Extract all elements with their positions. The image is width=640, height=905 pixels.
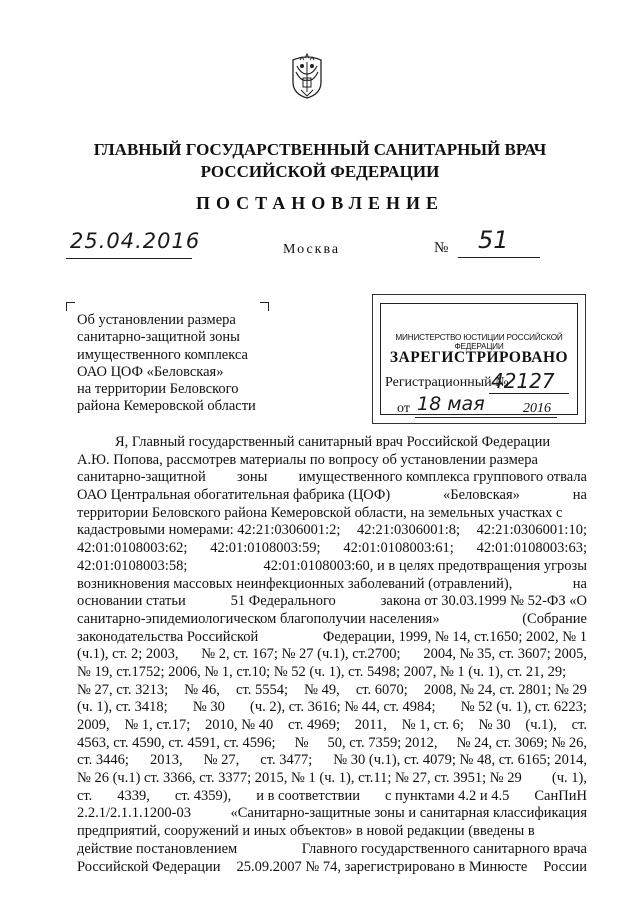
body-line-segment: с пунктами 4.2 и 4.5	[384, 787, 510, 804]
subject-line: Об установлении размера	[77, 312, 236, 328]
body-line-segment: имущественного комплекса группового отвала	[298, 469, 587, 486]
body-line-segment: Я, Главный государственный санитарный врач Российской Федерации	[115, 434, 551, 450]
body-line	[77, 629, 587, 647]
document-date-value: 25.04.2016	[70, 229, 201, 253]
body-line-segment: на	[572, 487, 587, 504]
body-line	[77, 735, 587, 753]
body-line-segment: 2004, № 35, ст. 3607; 2005,	[423, 646, 587, 663]
body-line-segment: Федерации, 1999, № 14, ст.1650; 2002, № 1	[322, 628, 587, 645]
body-line-segment: Главного государственного санитарного врача	[301, 840, 587, 857]
body-line	[77, 540, 587, 558]
body-line-segment: 2.2.1/2.1.1.1200-03	[77, 805, 191, 822]
document-type-title: ПОСТАНОВЛЕНИЕ	[195, 193, 445, 213]
body-line-segment: территории Беловского района Кемеровской области, на земельных участках с	[77, 504, 563, 521]
stamp-reg-date: 18 мая	[417, 393, 485, 415]
body-line-segment: 42:01:0108003:61;	[343, 540, 454, 557]
subject-line: санитарно-защитной зоны	[77, 329, 240, 346]
body-line-segment: 42:21:0306001:8;	[356, 522, 461, 539]
body-line-segment: 42:01:0108003:62;	[77, 540, 188, 557]
body-line	[77, 452, 587, 470]
body-line	[77, 522, 587, 540]
body-line-segment: №	[294, 734, 309, 751]
body-line	[77, 434, 587, 452]
body-line	[77, 593, 587, 611]
body-line-segment: ст.	[571, 717, 587, 733]
body-line-segment: возникновения массовых неинфекционных заболеваний (отравлений),	[77, 575, 513, 592]
body-line-segment: ст. 3477;	[260, 752, 313, 769]
body-line-segment: основании статьи	[77, 593, 186, 610]
body-line-segment: санитарно-защитной	[77, 469, 206, 486]
body-line-segment: ОАО Центральная обогатительная фабрика (ЦОФ)	[77, 487, 391, 504]
body-line	[77, 788, 587, 806]
body-line-segment: санитарно-эпидемиологическом благополучии населения»	[77, 610, 440, 627]
body-line-segment: ст. 4969;	[288, 717, 340, 733]
body-line-segment: предприятий, сооружений и иных объектов» в новой редакции (введены в	[77, 823, 535, 840]
body-line-segment: № 27, ст. 3213;	[77, 681, 169, 698]
body-line-segment: кадастровыми номерами: 42:21:0306001:2;	[77, 522, 341, 539]
stamp-reg-label: Регистрационный №	[385, 375, 509, 390]
body-line-segment: Российской Федерации	[77, 858, 221, 875]
body-line-segment: зоны	[237, 469, 268, 486]
body-line-segment: законодательства Российской	[77, 628, 259, 645]
body-line-segment: А.Ю. Попова, рассмотрев материалы по вопросу об установлении размера	[77, 451, 538, 468]
body-line-segment: и в соответствии	[256, 787, 360, 804]
body-line-segment: СанПиН	[534, 787, 587, 804]
body-line-segment: 2010, № 40	[205, 717, 274, 733]
body-line-segment: № 49,	[304, 681, 340, 698]
body-line-segment: 4339,	[117, 787, 150, 804]
document-date	[66, 229, 201, 261]
issuer-title: ГЛАВНЫЙ ГОСУДАРСТВЕННЫЙ САНИТАРНЫЙ ВРАЧ	[93, 140, 547, 159]
body-line-segment: 2013,	[150, 752, 183, 769]
subject-bracket-right	[260, 302, 269, 311]
stamp-reg-number: 42127	[491, 369, 555, 393]
document-body	[77, 434, 587, 876]
body-line	[77, 717, 587, 735]
body-line-segment: 42:21:0306001:10;	[476, 522, 587, 539]
body-line-segment: 4563, ст. 4590, ст. 4591, ст. 4596;	[77, 734, 276, 751]
body-line-segment: 42:01:0108003:59;	[210, 540, 321, 557]
body-line-segment: (ч.1), ст. 2; 2003,	[77, 646, 179, 663]
subject-bracket-left	[66, 302, 75, 311]
issuer-subtitle: РОССИЙСКОЙ ФЕДЕРАЦИИ	[200, 162, 440, 181]
registration-stamp	[372, 294, 586, 424]
number-underline	[458, 257, 540, 258]
body-line-segment: 2008, № 24, ст. 2801; № 29	[423, 681, 587, 698]
body-line-segment: № 2, ст. 167; № 27 (ч.1), ст.2700;	[201, 646, 401, 663]
body-line	[77, 699, 587, 717]
body-line	[77, 841, 587, 859]
body-line-segment: (Собрание	[522, 610, 587, 627]
body-line-segment: № 30	[478, 717, 511, 733]
body-line-segment: действие постановлением	[77, 840, 238, 857]
coat-of-arms-emblem-icon	[289, 52, 325, 100]
body-line-segment: ст. 4359),	[174, 787, 232, 804]
body-line	[77, 682, 587, 700]
body-line	[77, 752, 587, 770]
document-number-value: 51	[478, 226, 509, 254]
body-line	[77, 770, 587, 788]
subject-line: района Кемеровской области	[77, 398, 256, 415]
body-line-segment: России	[543, 858, 587, 875]
body-line-segment: ст. 5554;	[236, 681, 288, 698]
body-line-segment: ст. 3446;	[77, 752, 129, 769]
body-line-segment: № 30	[192, 699, 225, 716]
body-line-segment: 2009,	[77, 717, 110, 733]
body-line-segment: ст. 6070;	[355, 681, 408, 698]
body-line-segment: на	[572, 575, 587, 592]
body-line	[77, 576, 587, 594]
body-line-segment: 42:01:0108003:60, и в целях предотвращения угрозы	[263, 557, 587, 574]
body-line	[77, 823, 587, 841]
body-line	[77, 859, 587, 877]
body-line-segment: № 26 (ч.1) ст. 3366, ст. 3377; 2015, № 1 (ч. 1), ст.11; № 27, ст. 3951; № 29	[77, 770, 522, 787]
subject-line: имущественного комплекса	[77, 346, 248, 363]
number-sign: №	[434, 240, 449, 256]
body-line-segment: закона от 30.03.1999 № 52-ФЗ «О	[380, 593, 587, 610]
stamp-registered: ЗАРЕГИСТРИРОВАНО	[389, 349, 569, 366]
body-line-segment: 25.09.2007 № 74, зарегистрировано в Минюсте	[236, 858, 528, 875]
body-line-segment: ст.	[77, 787, 93, 804]
body-line	[77, 664, 587, 682]
document-number	[458, 226, 540, 260]
body-line-segment: 51 Федерального	[230, 593, 336, 610]
body-line-segment: 42:01:0108003:58;	[77, 557, 188, 574]
stamp-date-underline	[415, 417, 557, 418]
document-city: Москва	[283, 242, 341, 257]
date-underline	[66, 258, 192, 259]
body-line	[77, 805, 587, 823]
body-line	[77, 611, 587, 629]
body-line-segment: (ч. 1),	[551, 770, 587, 787]
body-line-segment: № 1, ст.17;	[124, 717, 191, 733]
stamp-ministry: МИНИСТЕРСТВО ЮСТИЦИИ РОССИЙСКОЙ ФЕДЕРАЦИИ	[395, 333, 563, 351]
body-line	[77, 469, 587, 487]
stamp-from-label: от	[397, 401, 410, 416]
body-line-segment: 50, ст. 7359; 2012,	[327, 734, 438, 751]
body-line-segment: № 24, ст. 3069; № 26,	[456, 734, 587, 751]
body-line-segment: «Беловская»	[443, 487, 520, 504]
document-subject	[77, 312, 277, 416]
body-line-segment: № 46,	[184, 681, 220, 698]
body-line-segment: № 1, ст. 6;	[401, 717, 464, 733]
body-line-segment: № 27,	[203, 752, 240, 769]
body-line	[77, 487, 587, 505]
stamp-reg-year: 2016	[523, 401, 551, 416]
body-line-segment: 2011,	[354, 717, 387, 733]
subject-line: ОАО ЦОФ «Беловская»	[77, 363, 224, 380]
body-line-segment: (ч. 2), ст. 3616; № 44, ст. 4984;	[250, 699, 436, 716]
body-line	[77, 558, 587, 576]
subject-line: на территории Беловского	[77, 381, 239, 398]
body-line-segment: № 52 (ч. 1), ст. 6223;	[460, 699, 587, 716]
body-line	[77, 505, 587, 523]
body-line-segment: (ч.1),	[525, 717, 557, 733]
body-line-segment: «Санитарно-защитные зоны и санитарная классификация	[230, 805, 587, 822]
body-line-segment: (ч. 1), ст. 3418;	[77, 699, 168, 716]
stamp-reg-underline	[489, 393, 569, 394]
body-line-segment: 42:01:0108003:63;	[476, 540, 587, 557]
body-line	[77, 646, 587, 664]
body-line-segment: № 19, ст.1752; 2006, № 1, ст.10; № 52 (ч. 1), ст. 5498; 2007, № 1 (ч. 1), ст. 21, 29;	[77, 663, 567, 680]
body-line-segment: № 30 (ч.1), ст. 4079; № 48, ст. 6165; 2014,	[333, 752, 587, 769]
